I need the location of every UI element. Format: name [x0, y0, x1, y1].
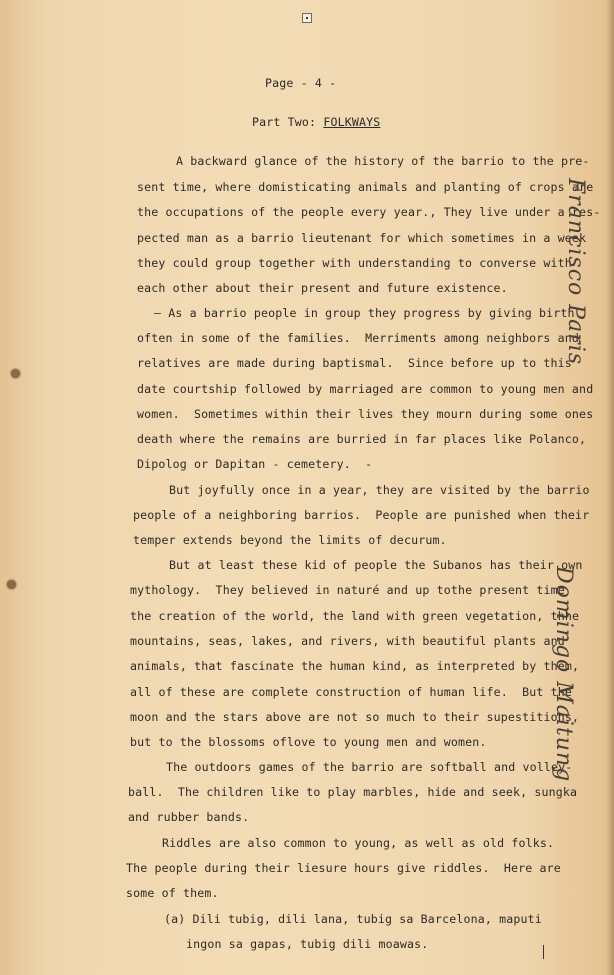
- text-line: temper extends beyond the limits of decurum.: [133, 533, 447, 547]
- text-line: — As a barrio people in group they progress by giving birth: [154, 306, 575, 320]
- punch-hole-icon: [7, 580, 16, 589]
- text-line: A backward glance of the history of the barrio to the pre-: [176, 154, 590, 168]
- text-line: and rubber bands.: [128, 810, 250, 824]
- section-title: FOLKWAYS: [323, 115, 381, 129]
- text-line: sent time, where domisticating animals and planting of crops are: [137, 180, 594, 194]
- text-line: people of a neighboring barrios. People are punished when their: [133, 508, 590, 522]
- text-line: each other about their present and future existence.: [137, 281, 508, 295]
- page-number: Page - 4 -: [265, 76, 337, 90]
- staple-icon: [302, 13, 312, 23]
- text-line: some of them.: [126, 886, 219, 900]
- text-line: women. Sometimes within their lives they mourn during some ones: [137, 407, 594, 421]
- text-line: The people during their liesure hours give riddles. Here are: [126, 861, 561, 875]
- page-edge-shadow: [606, 0, 614, 975]
- text-line: mountains, seas, lakes, and rivers, with beautiful plants and: [130, 634, 565, 648]
- text-line: mythology. They believed in naturé and up tothe present time: [130, 583, 565, 597]
- text-line: the creation of the world, the land with green vegetation, thhe: [130, 609, 580, 623]
- margin-mark: [543, 945, 544, 959]
- text-line: The outdoors games of the barrio are softball and volley-: [166, 760, 573, 774]
- text-line: often in some of the families. Merriments among neighbors and: [137, 331, 580, 345]
- text-line: death where the remains are burried in far places like Polanco,: [137, 432, 587, 446]
- handwritten-name-lower: Domingo Maitung: [551, 566, 576, 783]
- text-line: pected man as a barrio lieutenant for which sometimes in a week: [137, 231, 587, 245]
- punch-hole-icon: [11, 369, 20, 378]
- text-line: date courtship followed by marriaged are common to young men and: [137, 382, 594, 396]
- text-line: ball. The children like to play marbles, hide and seek, sungka: [128, 785, 578, 799]
- text-line: ingon sa gapas, tubig dili moawas.: [186, 937, 429, 951]
- text-line: they could group together with understanding to converse with: [137, 256, 572, 270]
- text-line: animals, that fascinate the human kind, as interpreted by them,: [130, 659, 580, 673]
- text-line: Riddles are also common to young, as well as old folks.: [162, 836, 555, 850]
- text-line: Dipolog or Dapitan - cemetery. -: [137, 457, 373, 471]
- text-line: But at least these kid of people the Subanos has their own: [169, 558, 583, 572]
- text-line: moon and the stars above are not so much to their supestitions,: [130, 710, 580, 724]
- section-prefix: Part Two:: [252, 115, 324, 129]
- handwritten-name-upper: Francisco Paris: [563, 178, 588, 366]
- text-line: relatives are made during baptismal. Since before up to this: [137, 356, 572, 370]
- text-line: all of these are complete construction of human life. But the: [130, 685, 573, 699]
- text-line: But joyfully once in a year, they are visited by the barrio: [169, 483, 590, 497]
- text-line: the occupations of the people every year., They live under a res-: [137, 205, 601, 219]
- section-heading: [252, 115, 380, 129]
- text-line: (a) Dili tubig, dili lana, tubig sa Barcelona, maputi: [164, 912, 542, 926]
- text-line: but to the blossoms oflove to young men and women.: [130, 735, 487, 749]
